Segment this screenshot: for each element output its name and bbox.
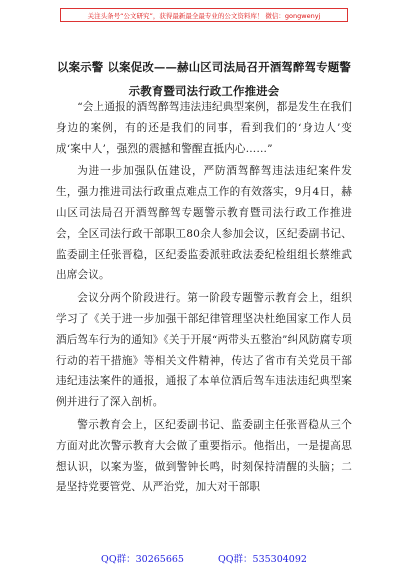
paragraph-3: 会议分两个阶段进行。第一阶段专题警示教育会上，组织学习了《关于进一步加强干部纪律管理坚决杜绝国家工作人员酒后驾车行为的通知》《关于开展“两带头五整治”纠风防腐专项行动的若干措施》等相关文件精神，传达了省市有关党员干部违纪违法案件的通报，通报了本单位酒后驾车违法违纪典型案例并进行了深入剖析。 — [56, 292, 352, 409]
article-body — [56, 97, 352, 500]
footer-qq-group-1: QQ群：30265665 — [101, 554, 184, 565]
paragraph-1: “会上通报的酒驾醉驾违法违纪典型案例，都是发生在我们身边的案例，有的还是我们的同事，看到我们的‘身边人’变成‘案中人’，强烈的震撼和警醒直抵内心……” — [56, 101, 352, 155]
title-line-1: 以案示警 以案促改——赫山区司法局召开酒驾醉驾专题警 — [57, 60, 351, 74]
paragraph-2: 为进一步加强队伍建设，严防酒驾醉驾违法违纪案件发生，强力推进司法行政重点难点工作的有效落实，9月4日，赫山区司法局召开酒驾醉驾专题警示教育暨司法行政工作推进会，全区司法行政干部职工80余人参加会议，区纪委副书记、监委副主任张晋稳，区纪委监委派驻政法委纪检组组长蔡维武出席会议。 — [56, 165, 352, 282]
promo-banner: 关注头条号“公文研究”，获得最新最全最专业的公文资料库！ 微信：gongwenyj — [60, 8, 348, 22]
footer — [0, 553, 408, 567]
footer-qq-group-2: QQ群：535304092 — [217, 554, 307, 565]
paragraph-4: 警示教育会上，区纪委副书记、监委副主任张晋稳从三个方面对此次警示教育大会做了重要指示。他指出，一是提高思想认识，以案为鉴，做到警钟长鸣，时刻保持清醒的头脑；二是坚持党要管党、从严治党，加大对干部职 — [56, 418, 352, 494]
page-title — [56, 55, 352, 103]
title-line-2: 示教育暨司法行政工作推进会 — [128, 84, 280, 98]
